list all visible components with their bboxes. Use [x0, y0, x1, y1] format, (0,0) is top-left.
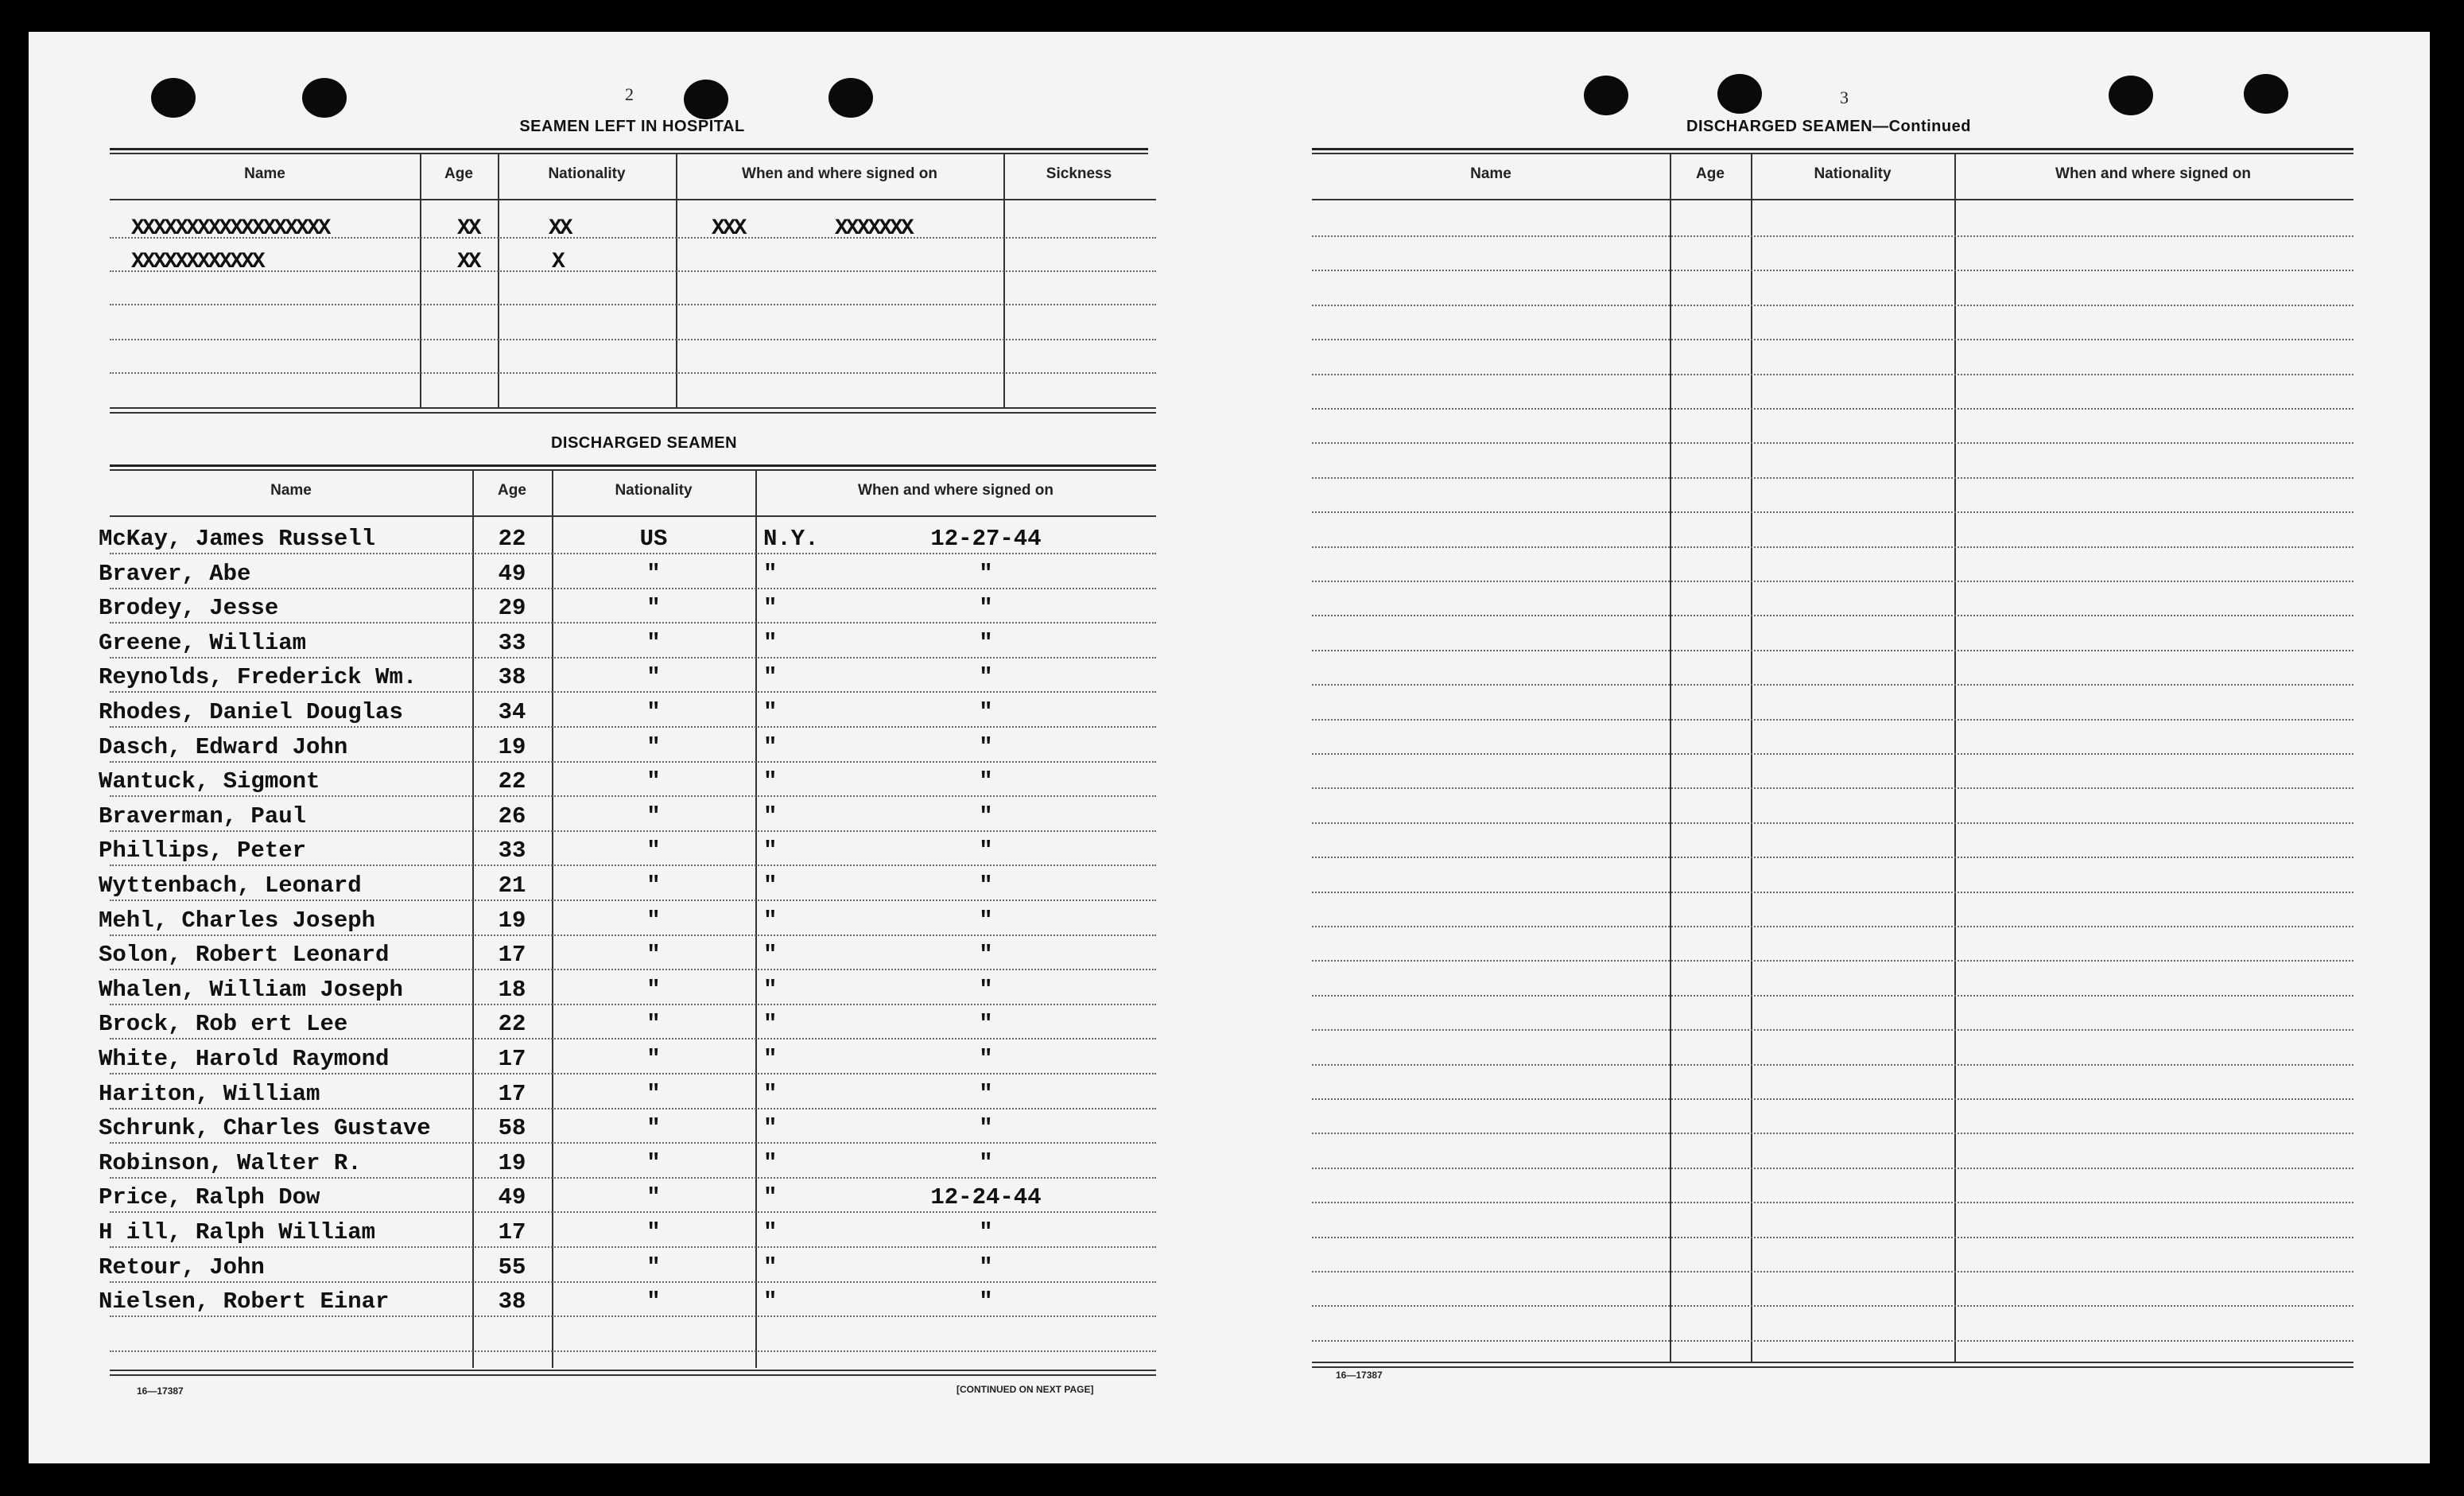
- signed-on-date: ": [979, 1150, 993, 1176]
- signed-on-date: ": [979, 630, 993, 656]
- seaman-name: Hariton, William: [99, 1081, 320, 1107]
- signed-on-date: ": [979, 977, 993, 1003]
- signed-on-date: ": [979, 803, 993, 830]
- discharged-row-line: [110, 622, 1156, 624]
- right-row-line: [1312, 305, 2353, 306]
- discharged-section-title: DISCHARGED SEAMEN: [550, 434, 738, 452]
- discharged-row-line: [110, 588, 1156, 589]
- right-row-line: [1312, 753, 2353, 755]
- right-bottom-rule: [1312, 1362, 2353, 1363]
- seaman-nationality: ": [646, 942, 661, 968]
- right-row-line: [1312, 408, 2353, 410]
- discharged-row-line: [110, 1350, 1156, 1352]
- seaman-age: 49: [498, 561, 526, 587]
- seaman-nationality: ": [646, 734, 661, 760]
- hospital-row-age: XX: [457, 250, 479, 274]
- seaman-nationality: ": [646, 907, 661, 934]
- seaman-nationality: ": [646, 1219, 661, 1245]
- hospital-row-line: [110, 339, 1156, 340]
- right-row-line: [1312, 546, 2353, 548]
- seaman-name: Mehl, Charles Joseph: [99, 907, 376, 934]
- discharged-row-line: [110, 935, 1156, 936]
- signed-on-place: ": [763, 1219, 778, 1245]
- seaman-age: 18: [498, 977, 526, 1003]
- signed-on-place: ": [763, 734, 778, 760]
- seaman-nationality: ": [646, 561, 661, 587]
- seaman-name: McKay, James Russell: [99, 526, 376, 552]
- seaman-name: Dasch, Edward John: [99, 734, 348, 760]
- seaman-age: 19: [498, 1150, 526, 1176]
- signed-on-place: ": [763, 803, 778, 830]
- signed-on-date: ": [979, 1288, 993, 1315]
- right-row-line: [1312, 442, 2353, 444]
- seaman-age: 19: [498, 734, 526, 760]
- hospital-row-name: XXXXXXXXXXXX: [131, 250, 263, 274]
- binder-hole: [684, 80, 728, 119]
- seaman-name: Retour, John: [99, 1254, 265, 1280]
- seaman-age: 58: [498, 1115, 526, 1141]
- seaman-nationality: ": [646, 630, 661, 656]
- right-header-nationality: Nationality: [1814, 165, 1892, 182]
- seaman-name: Solon, Robert Leonard: [99, 942, 390, 968]
- discharged-row-line: [110, 1038, 1156, 1039]
- signed-on-place: ": [763, 1254, 778, 1280]
- seaman-nationality: ": [646, 1115, 661, 1141]
- right-row-line: [1312, 960, 2353, 962]
- seaman-name: Robinson, Walter R.: [99, 1150, 362, 1176]
- seaman-nationality: ": [646, 1081, 661, 1107]
- seaman-nationality: ": [646, 977, 661, 1003]
- seaman-age: 19: [498, 907, 526, 934]
- right-top-rule-2: [1312, 153, 2353, 154]
- seaman-nationality: ": [646, 803, 661, 830]
- signed-on-date: ": [979, 734, 993, 760]
- seaman-age: 17: [498, 1081, 526, 1107]
- signed-on-date: ": [979, 664, 993, 690]
- seaman-nationality: ": [646, 1288, 661, 1315]
- discharged-row-line: [110, 691, 1156, 693]
- discharged-row-line: [110, 830, 1156, 832]
- seaman-name: White, Harold Raymond: [99, 1046, 390, 1072]
- discharged-row-line: [110, 726, 1156, 728]
- discharged-header-rule: [110, 515, 1156, 517]
- seaman-nationality: ": [646, 768, 661, 795]
- signed-on-place: ": [763, 1288, 778, 1315]
- right-row-line: [1312, 1133, 2353, 1134]
- continued-section-title: DISCHARGED SEAMEN—Continued: [1686, 118, 1971, 135]
- hospital-row-nationality: XX: [549, 216, 571, 241]
- discharged-row-line: [110, 1004, 1156, 1005]
- right-row-line: [1312, 1271, 2353, 1273]
- signed-on-date: 12-27-44: [930, 526, 1042, 552]
- seaman-name: Wantuck, Sigmont: [99, 768, 320, 795]
- signed-on-date: ": [979, 1219, 993, 1245]
- signed-on-place: ": [763, 907, 778, 934]
- right-row-line: [1312, 581, 2353, 582]
- seaman-age: 22: [498, 526, 526, 552]
- hospital-row-line: [110, 304, 1156, 305]
- signed-on-place: ": [763, 1115, 778, 1141]
- signed-on-date: ": [979, 942, 993, 968]
- seaman-name: Nielsen, Robert Einar: [99, 1288, 390, 1315]
- seaman-name: Schrunk, Charles Gustave: [99, 1115, 431, 1141]
- seaman-age: 22: [498, 1011, 526, 1037]
- signed-on-place: ": [763, 1081, 778, 1107]
- right-row-line: [1312, 650, 2353, 651]
- seaman-nationality: ": [646, 1184, 661, 1210]
- seaman-nationality: ": [646, 837, 661, 864]
- signed-on-place: ": [763, 595, 778, 621]
- discharged-header-name: Name: [270, 482, 312, 499]
- seaman-age: 17: [498, 1219, 526, 1245]
- right-col-divider: [1954, 153, 1956, 1362]
- discharged-top-rule-2: [110, 469, 1156, 471]
- seaman-age: 55: [498, 1254, 526, 1280]
- seaman-name: Brock, Rob ert Lee: [99, 1011, 348, 1037]
- seaman-name: H ill, Ralph William: [99, 1219, 376, 1245]
- signed-on-date: ": [979, 1115, 993, 1141]
- right-row-line: [1312, 995, 2353, 997]
- hospital-section-title: SEAMEN LEFT IN HOSPITAL: [519, 118, 745, 135]
- discharged-row-line: [110, 969, 1156, 970]
- discharged-row-line: [110, 1142, 1156, 1144]
- seaman-name: Whalen, William Joseph: [99, 977, 403, 1003]
- binder-hole: [1584, 76, 1628, 115]
- right-row-line: [1312, 477, 2353, 479]
- seaman-nationality: ": [646, 699, 661, 725]
- right-row-line: [1312, 615, 2353, 616]
- right-header-age: Age: [1696, 165, 1725, 182]
- right-row-line: [1312, 374, 2353, 375]
- right-row-line: [1312, 1029, 2353, 1031]
- binder-hole: [302, 78, 347, 118]
- hospital-top-rule-2: [110, 153, 1148, 154]
- seaman-nationality: ": [646, 1254, 661, 1280]
- hospital-col-divider: [420, 153, 421, 409]
- hospital-col-divider: [498, 153, 499, 409]
- seaman-age: 49: [498, 1184, 526, 1210]
- right-row-line: [1312, 926, 2353, 927]
- discharged-row-line: [110, 1211, 1156, 1213]
- right-col-divider: [1751, 153, 1752, 1362]
- signed-on-place: ": [763, 768, 778, 795]
- seaman-age: 34: [498, 699, 526, 725]
- right-bottom-rule-2: [1312, 1366, 2353, 1368]
- right-row-line: [1312, 1237, 2353, 1238]
- right-row-line: [1312, 1168, 2353, 1169]
- hospital-header-nationality: Nationality: [548, 165, 626, 182]
- signed-on-date: ": [979, 768, 993, 795]
- right-row-line: [1312, 1098, 2353, 1100]
- seaman-age: 22: [498, 768, 526, 795]
- seaman-age: 17: [498, 1046, 526, 1072]
- right-row-line: [1312, 719, 2353, 721]
- right-row-line: [1312, 339, 2353, 340]
- seaman-age: 17: [498, 942, 526, 968]
- right-row-line: [1312, 235, 2353, 237]
- hospital-header-sickness: Sickness: [1046, 165, 1112, 182]
- hospital-row-age: XX: [457, 216, 479, 241]
- continued-note: [CONTINUED ON NEXT PAGE]: [956, 1384, 1094, 1395]
- discharged-row-line: [110, 761, 1156, 763]
- seaman-nationality: ": [646, 1150, 661, 1176]
- form-number-left: 16—17387: [137, 1385, 184, 1397]
- hospital-col-divider: [1003, 153, 1005, 409]
- seaman-name: Wyttenbach, Leonard: [99, 872, 362, 899]
- discharged-row-line: [110, 1108, 1156, 1109]
- seaman-nationality: ": [646, 1046, 661, 1072]
- hospital-row-name: XXXXXXXXXXXXXXXXXX: [131, 216, 329, 241]
- hospital-row-date: XXXXXXX: [835, 216, 912, 241]
- right-row-line: [1312, 684, 2353, 686]
- seaman-age: 21: [498, 872, 526, 899]
- discharged-row-line: [110, 900, 1156, 901]
- right-row-line: [1312, 1305, 2353, 1307]
- right-row-line: [1312, 1340, 2353, 1342]
- right-row-line: [1312, 822, 2353, 824]
- discharged-bottom-rule-2: [110, 1374, 1156, 1376]
- signed-on-date: ": [979, 837, 993, 864]
- binder-hole: [2244, 74, 2288, 114]
- hospital-row-line: [110, 372, 1156, 374]
- right-header-signed-on: When and where signed on: [2055, 165, 2251, 182]
- signed-on-date: ": [979, 1254, 993, 1280]
- discharged-row-line: [110, 657, 1156, 659]
- signed-on-date: ": [979, 1011, 993, 1037]
- right-row-line: [1312, 787, 2353, 789]
- discharged-row-line: [110, 1073, 1156, 1074]
- right-row-line: [1312, 892, 2353, 893]
- discharged-row-line: [110, 865, 1156, 866]
- hospital-bottom-rule-2: [110, 412, 1156, 414]
- signed-on-date: ": [979, 595, 993, 621]
- signed-on-place: ": [763, 561, 778, 587]
- page-number-left: 2: [625, 84, 634, 104]
- seaman-name: Brodey, Jesse: [99, 595, 279, 621]
- signed-on-date: ": [979, 907, 993, 934]
- hospital-row-place: XXX: [712, 216, 745, 241]
- seaman-nationality: ": [646, 1011, 661, 1037]
- seaman-nationality: ": [646, 872, 661, 899]
- signed-on-date: ": [979, 561, 993, 587]
- seaman-age: 33: [498, 630, 526, 656]
- discharged-bottom-rule: [110, 1370, 1156, 1371]
- seaman-name: Braverman, Paul: [99, 803, 307, 830]
- signed-on-date: ": [979, 699, 993, 725]
- seaman-age: 38: [498, 1288, 526, 1315]
- form-number-right: 16—17387: [1336, 1370, 1383, 1381]
- binder-hole: [1717, 74, 1762, 114]
- hospital-row-nationality: X: [552, 250, 563, 274]
- signed-on-place: N.Y.: [763, 526, 819, 552]
- seaman-age: 26: [498, 803, 526, 830]
- signed-on-place: ": [763, 630, 778, 656]
- hospital-col-divider: [676, 153, 677, 409]
- right-row-line: [1312, 1064, 2353, 1066]
- discharged-header-nationality: Nationality: [615, 482, 693, 499]
- seaman-name: Phillips, Peter: [99, 837, 307, 864]
- right-row-line: [1312, 270, 2353, 271]
- signed-on-place: ": [763, 664, 778, 690]
- discharged-row-line: [110, 1315, 1156, 1317]
- signed-on-place: ": [763, 699, 778, 725]
- page-number-right: 3: [1840, 87, 1849, 107]
- signed-on-date: ": [979, 872, 993, 899]
- right-header-rule: [1312, 199, 2353, 200]
- discharged-row-line: [110, 795, 1156, 797]
- hospital-row-line: [110, 270, 1156, 272]
- seaman-age: 33: [498, 837, 526, 864]
- seaman-name: Reynolds, Frederick Wm.: [99, 664, 417, 690]
- seaman-name: Greene, William: [99, 630, 307, 656]
- discharged-row-line: [110, 1281, 1156, 1283]
- seaman-name: Braver, Abe: [99, 561, 251, 587]
- hospital-header-name: Name: [244, 165, 285, 182]
- signed-on-place: ": [763, 942, 778, 968]
- discharged-header-signed-on: When and where signed on: [858, 482, 1054, 499]
- seaman-age: 29: [498, 595, 526, 621]
- discharged-top-rule: [110, 464, 1156, 467]
- signed-on-date: 12-24-44: [930, 1184, 1042, 1210]
- right-top-rule: [1312, 148, 2353, 150]
- signed-on-place: ": [763, 977, 778, 1003]
- binder-hole: [828, 78, 873, 118]
- seaman-name: Rhodes, Daniel Douglas: [99, 699, 403, 725]
- signed-on-place: ": [763, 1046, 778, 1072]
- hospital-header-rule: [110, 199, 1156, 200]
- signed-on-place: ": [763, 1184, 778, 1210]
- hospital-bottom-rule: [110, 407, 1156, 409]
- seaman-nationality: ": [646, 595, 661, 621]
- seaman-nationality: US: [639, 526, 668, 552]
- right-col-divider: [1670, 153, 1671, 1362]
- hospital-header-signed-on: When and where signed on: [742, 165, 937, 182]
- seaman-name: Price, Ralph Dow: [99, 1184, 320, 1210]
- right-header-name: Name: [1470, 165, 1511, 182]
- signed-on-place: ": [763, 1011, 778, 1037]
- hospital-top-rule: [110, 148, 1148, 150]
- right-row-line: [1312, 1202, 2353, 1203]
- discharged-header-age: Age: [498, 482, 526, 499]
- discharged-col-divider: [755, 469, 757, 1368]
- binder-hole: [151, 78, 196, 118]
- seaman-age: 38: [498, 664, 526, 690]
- discharged-row-line: [110, 553, 1156, 554]
- discharged-row-line: [110, 1246, 1156, 1248]
- signed-on-place: ": [763, 837, 778, 864]
- seaman-nationality: ": [646, 664, 661, 690]
- signed-on-place: ": [763, 1150, 778, 1176]
- signed-on-date: ": [979, 1046, 993, 1072]
- binder-hole: [2109, 76, 2153, 115]
- hospital-header-age: Age: [444, 165, 473, 182]
- right-row-line: [1312, 511, 2353, 513]
- discharged-row-line: [110, 1177, 1156, 1179]
- right-row-line: [1312, 857, 2353, 858]
- signed-on-place: ": [763, 872, 778, 899]
- signed-on-date: ": [979, 1081, 993, 1107]
